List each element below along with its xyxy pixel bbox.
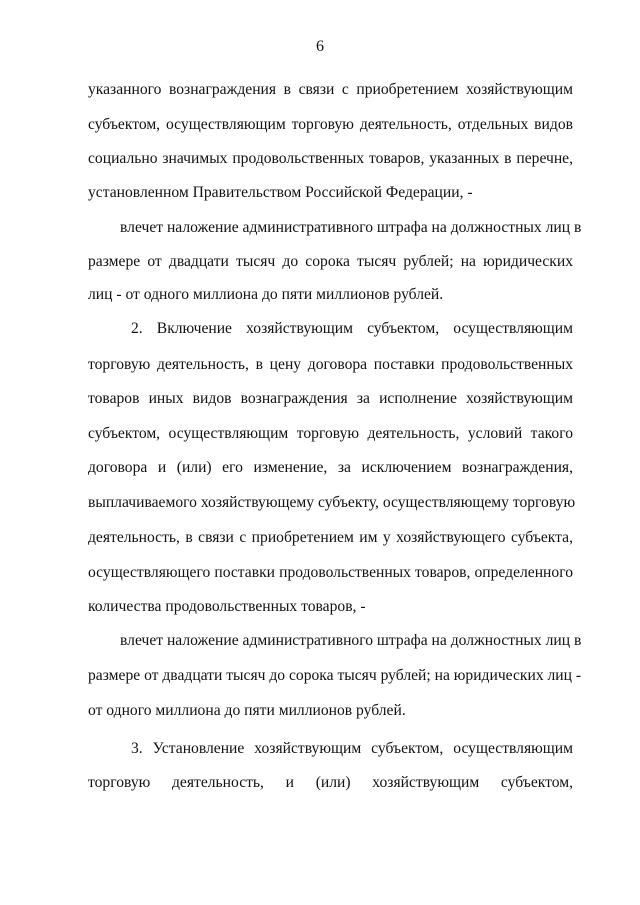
- text-line-14: деятельность, в связи с приобретением им у хозяйствующего субъекта,: [88, 529, 573, 546]
- text-line-18: размере от двадцати тысяч до сорока тысяч рублей; на юридических лиц -: [88, 667, 582, 684]
- text-line-12: договора и (или) его изменение, за исключением вознаграждения,: [88, 459, 573, 476]
- text-line-10: товаров иных видов вознаграждения за исполнение хозяйствующим: [88, 390, 573, 407]
- text-line-3: социально значимых продовольственных товаров, указанных в перечне,: [88, 150, 573, 167]
- text-line-15: осуществляющего поставки продовольственных товаров, определенного: [88, 564, 573, 581]
- text-line-20: 3. Установление хозяйствующим субъектом, осуществляющим: [131, 740, 573, 757]
- text-line-2: субъектом, осуществляющим торговую деятельность, отдельных видов: [88, 116, 573, 133]
- text-line-13: выплачиваемого хозяйствующему субъекту, осуществляющему торговую: [88, 494, 576, 511]
- text-line-17: влечет наложение административного штрафа на должностных лиц в: [120, 632, 582, 649]
- text-line-8: 2. Включение хозяйствующим субъектом, осуществляющим: [131, 320, 573, 337]
- page-number: 6: [316, 38, 324, 55]
- text-line-5: влечет наложение административного штрафа на должностных лиц в: [120, 219, 582, 236]
- text-line-21: торговую деятельность, и (или) хозяйствующим субъектом,: [88, 774, 573, 791]
- text-line-19: от одного миллиона до пяти миллионов рублей.: [88, 702, 406, 719]
- text-line-6: размере от двадцати тысяч до сорока тысяч рублей; на юридических: [88, 253, 573, 270]
- text-line-11: субъектом, осуществляющим торговую деятельность, условий такого: [88, 425, 573, 442]
- text-line-1: указанного вознаграждения в связи с приобретением хозяйствующим: [88, 81, 573, 98]
- text-line-9: торговую деятельность, в цену договора поставки продовольственных: [88, 356, 573, 373]
- text-line-4: установленном Правительством Российской Федерации, -: [88, 184, 473, 201]
- text-line-16: количества продовольственных товаров, -: [88, 598, 366, 615]
- text-line-7: лиц - от одного миллиона до пяти миллионов рублей.: [88, 286, 444, 303]
